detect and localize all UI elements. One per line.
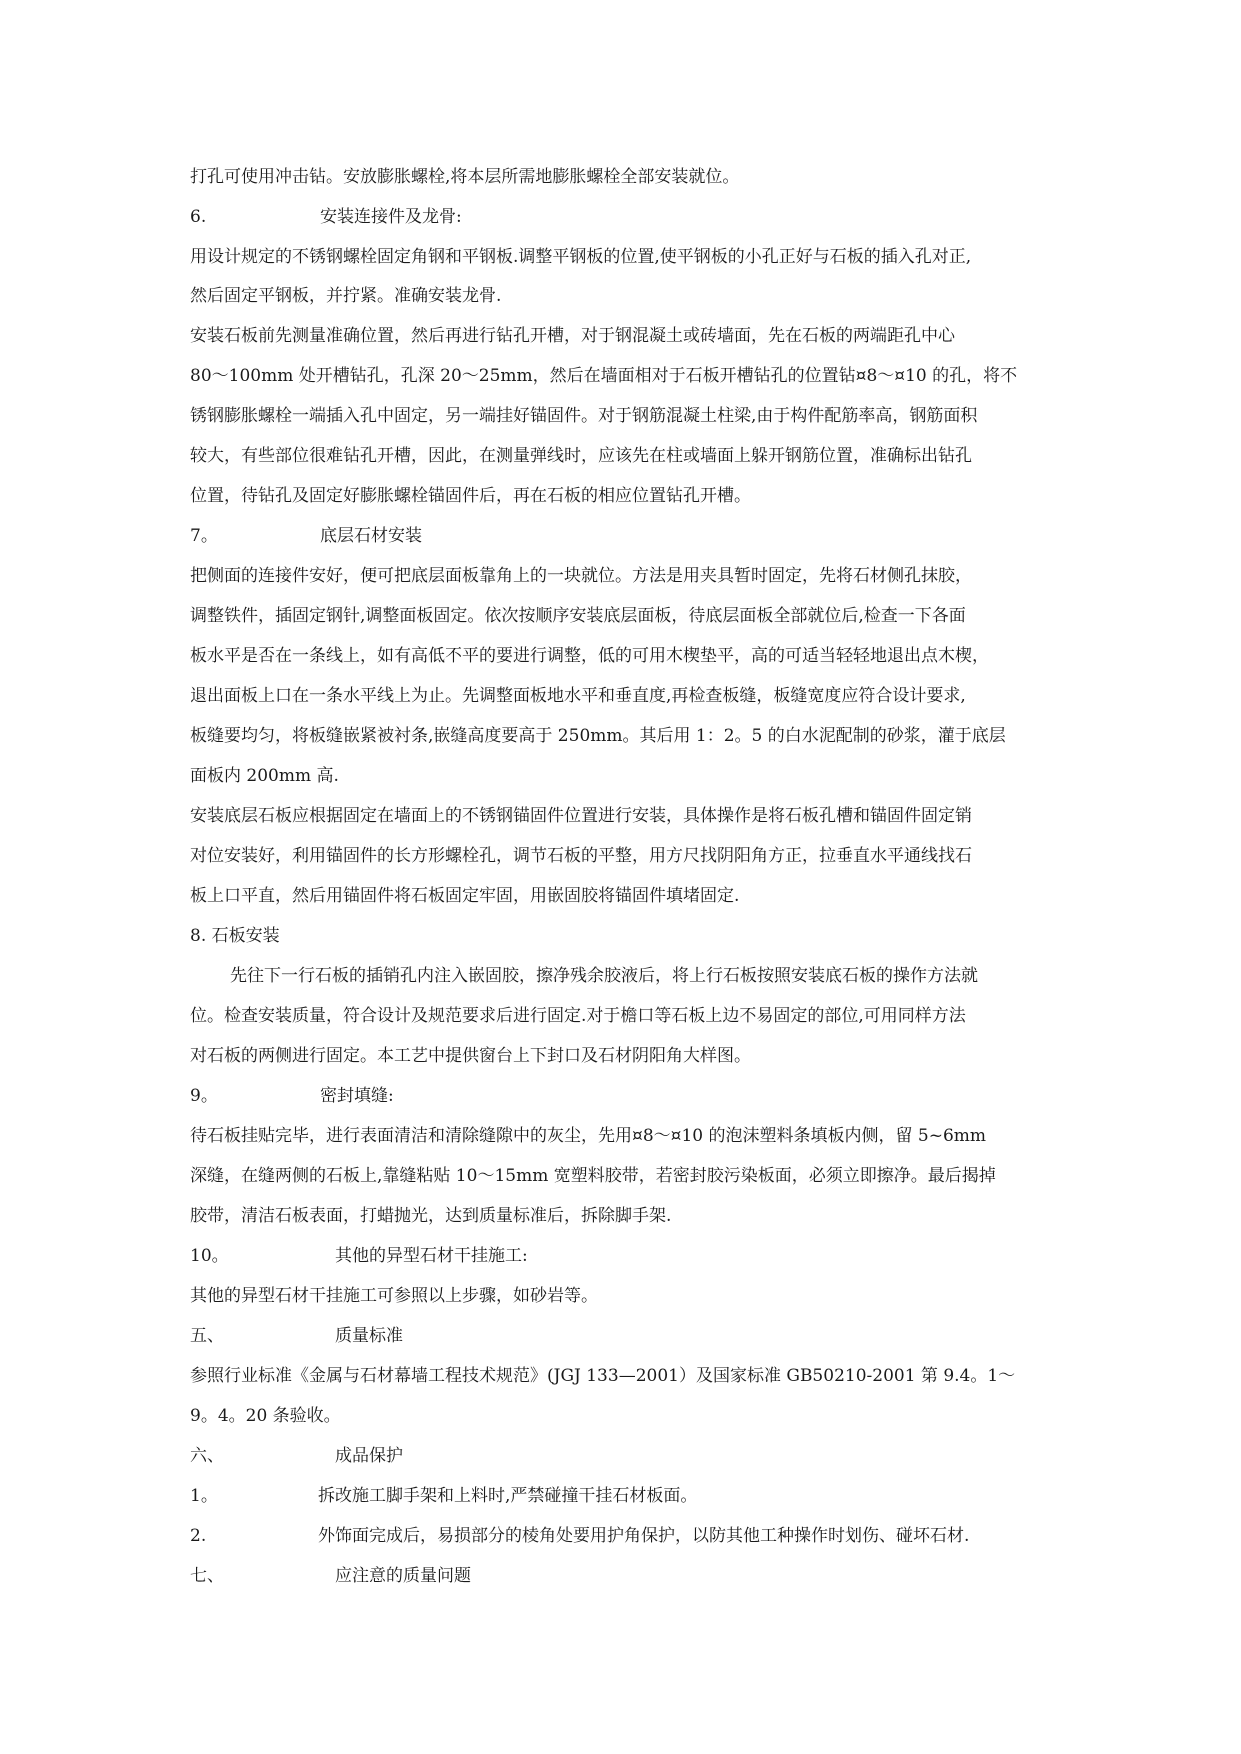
section-title: 质量标准 <box>335 1326 403 1346</box>
section-heading-8: 8. 石板安装 <box>190 926 280 946</box>
paragraph-line: 板缝要均匀，将板缝嵌紧被衬条,嵌缝高度要高于 250mm。其后用 1：2。5 的白水泥配制的砂浆，灌于底层 <box>190 726 1006 746</box>
section-number: 五、 <box>190 1326 224 1346</box>
section-title: 其他的异型石材干挂施工: <box>335 1246 528 1266</box>
section-title: 底层石材安装 <box>320 526 422 546</box>
paragraph-line: 安装石板前先测量准确位置，然后再进行钻孔开槽，对于钢混凝土或砖墙面，先在石板的两端距孔中心 <box>190 326 955 346</box>
paragraph-line: 胶带，清洁石板表面，打蜡抛光，达到质量标准后，拆除脚手架. <box>190 1206 672 1226</box>
paragraph-line: 调整铁件，插固定钢针,调整面板固定。依次按顺序安装底层面板，待底层面板全部就位后,检查一下各面 <box>190 606 966 626</box>
list-item-2 <box>190 1526 1070 1546</box>
section-number: 10。 <box>190 1246 229 1266</box>
section-title: 密封填缝: <box>320 1086 394 1106</box>
paragraph-line: 参照行业标准《金属与石材幕墙工程技术规范》(JGJ 133—2001）及国家标准 GB50210-2001 第 9.4。1～ <box>190 1366 1016 1386</box>
list-number: 2. <box>190 1526 207 1546</box>
section-heading-6 <box>190 207 1070 227</box>
paragraph-line: 安装底层石板应根据固定在墙面上的不锈钢锚固件位置进行安装，具体操作是将石板孔槽和锚固件固定销 <box>190 806 972 826</box>
paragraph-line: 80～100mm 处开槽钻孔，孔深 20～25mm，然后在墙面相对于石板开槽钻孔的位置钻¤8～¤10 的孔，将不 <box>190 366 1018 386</box>
paragraph-line: 对石板的两侧进行固定。本工艺中提供窗台上下封口及石材阴阳角大样图。 <box>190 1046 751 1066</box>
paragraph-line: 先往下一行石板的插销孔内注入嵌固胶，擦净残余胶液后，将上行石板按照安装底石板的操作方法就 <box>230 966 978 986</box>
paragraph-line: 较大，有些部位很难钻孔开槽，因此，在测量弹线时，应该先在柱或墙面上躲开钢筋位置，准确标出钻孔 <box>190 446 972 466</box>
paragraph-line: 锈钢膨胀螺栓一端插入孔中固定，另一端挂好锚固件。对于钢筋混凝土柱梁,由于构件配筋率高，钢筋面积 <box>190 406 978 426</box>
paragraph-line: 把侧面的连接件安好，便可把底层面板靠角上的一块就位。方法是用夹具暂时固定，先将石材侧孔抹胶， <box>190 566 972 586</box>
section-heading-7-quality <box>190 1566 1070 1586</box>
paragraph-line: 打孔可使用冲击钻。安放膨胀螺栓,将本层所需地膨胀螺栓全部安装就位。 <box>190 167 740 187</box>
section-title: 安装连接件及龙骨: <box>320 207 462 227</box>
paragraph-line: 待石板挂贴完毕，进行表面清洁和清除缝隙中的灰尘，先用¤8～¤10 的泡沫塑料条填板内侧，留 5~6mm <box>190 1126 987 1146</box>
section-title: 成品保护 <box>335 1446 403 1466</box>
list-text: 外饰面完成后，易损部分的棱角处要用护角保护，以防其他工种操作时划伤、碰坏石材. <box>318 1526 970 1546</box>
paragraph-line: 位。检查安装质量，符合设计及规范要求后进行固定.对于檐口等石板上边不易固定的部位,可用同样方法 <box>190 1006 966 1026</box>
paragraph-line: 退出面板上口在一条水平线上为止。先调整面板地水平和垂直度,再检查板缝，板缝宽度应符合设计要求, <box>190 686 966 706</box>
section-heading-7 <box>190 526 1070 546</box>
paragraph-line: 对位安装好，利用锚固件的长方形螺栓孔，调节石板的平整，用方尺找阴阳角方正，拉垂直水平通线找石 <box>190 846 972 866</box>
paragraph-line: 深缝，在缝两侧的石板上,靠缝粘贴 10～15mm 宽塑料胶带，若密封胶污染板面，必须立即擦净。最后揭掉 <box>190 1166 996 1186</box>
section-number: 9。 <box>190 1086 218 1106</box>
section-heading-5 <box>190 1326 1070 1346</box>
paragraph-line: 其他的异型石材干挂施工可参照以上步骤，如砂岩等。 <box>190 1286 598 1306</box>
section-heading-10 <box>190 1246 1070 1266</box>
paragraph-line: 9。4。20 条验收。 <box>190 1406 341 1426</box>
paragraph-line: 用设计规定的不锈钢螺栓固定角钢和平钢板.调整平钢板的位置,使平钢板的小孔正好与石板的插入孔对正, <box>190 247 972 267</box>
paragraph-line: 板上口平直，然后用锚固件将石板固定牢固，用嵌固胶将锚固件填堵固定. <box>190 886 740 906</box>
list-text: 拆改施工脚手架和上料时,严禁碰撞干挂石材板面。 <box>318 1486 698 1506</box>
section-heading-6-protection <box>190 1446 1070 1466</box>
section-number: 六、 <box>190 1446 224 1466</box>
section-title: 应注意的质量问题 <box>335 1566 471 1586</box>
paragraph-line: 板水平是否在一条线上，如有高低不平的要进行调整，低的可用木楔垫平，高的可适当轻轻地退出点木楔， <box>190 646 989 666</box>
list-item-1 <box>190 1486 1070 1506</box>
paragraph-line: 面板内 200mm 高. <box>190 766 339 786</box>
paragraph-line: 然后固定平钢板，并拧紧。准确安装龙骨. <box>190 286 502 306</box>
section-number: 6. <box>190 207 207 227</box>
section-number: 7。 <box>190 526 218 546</box>
paragraph-line: 位置，待钻孔及固定好膨胀螺栓锚固件后，再在石板的相应位置钻孔开槽。 <box>190 486 751 506</box>
section-heading-9 <box>190 1086 1070 1106</box>
section-number: 七、 <box>190 1566 224 1586</box>
list-number: 1。 <box>190 1486 218 1506</box>
